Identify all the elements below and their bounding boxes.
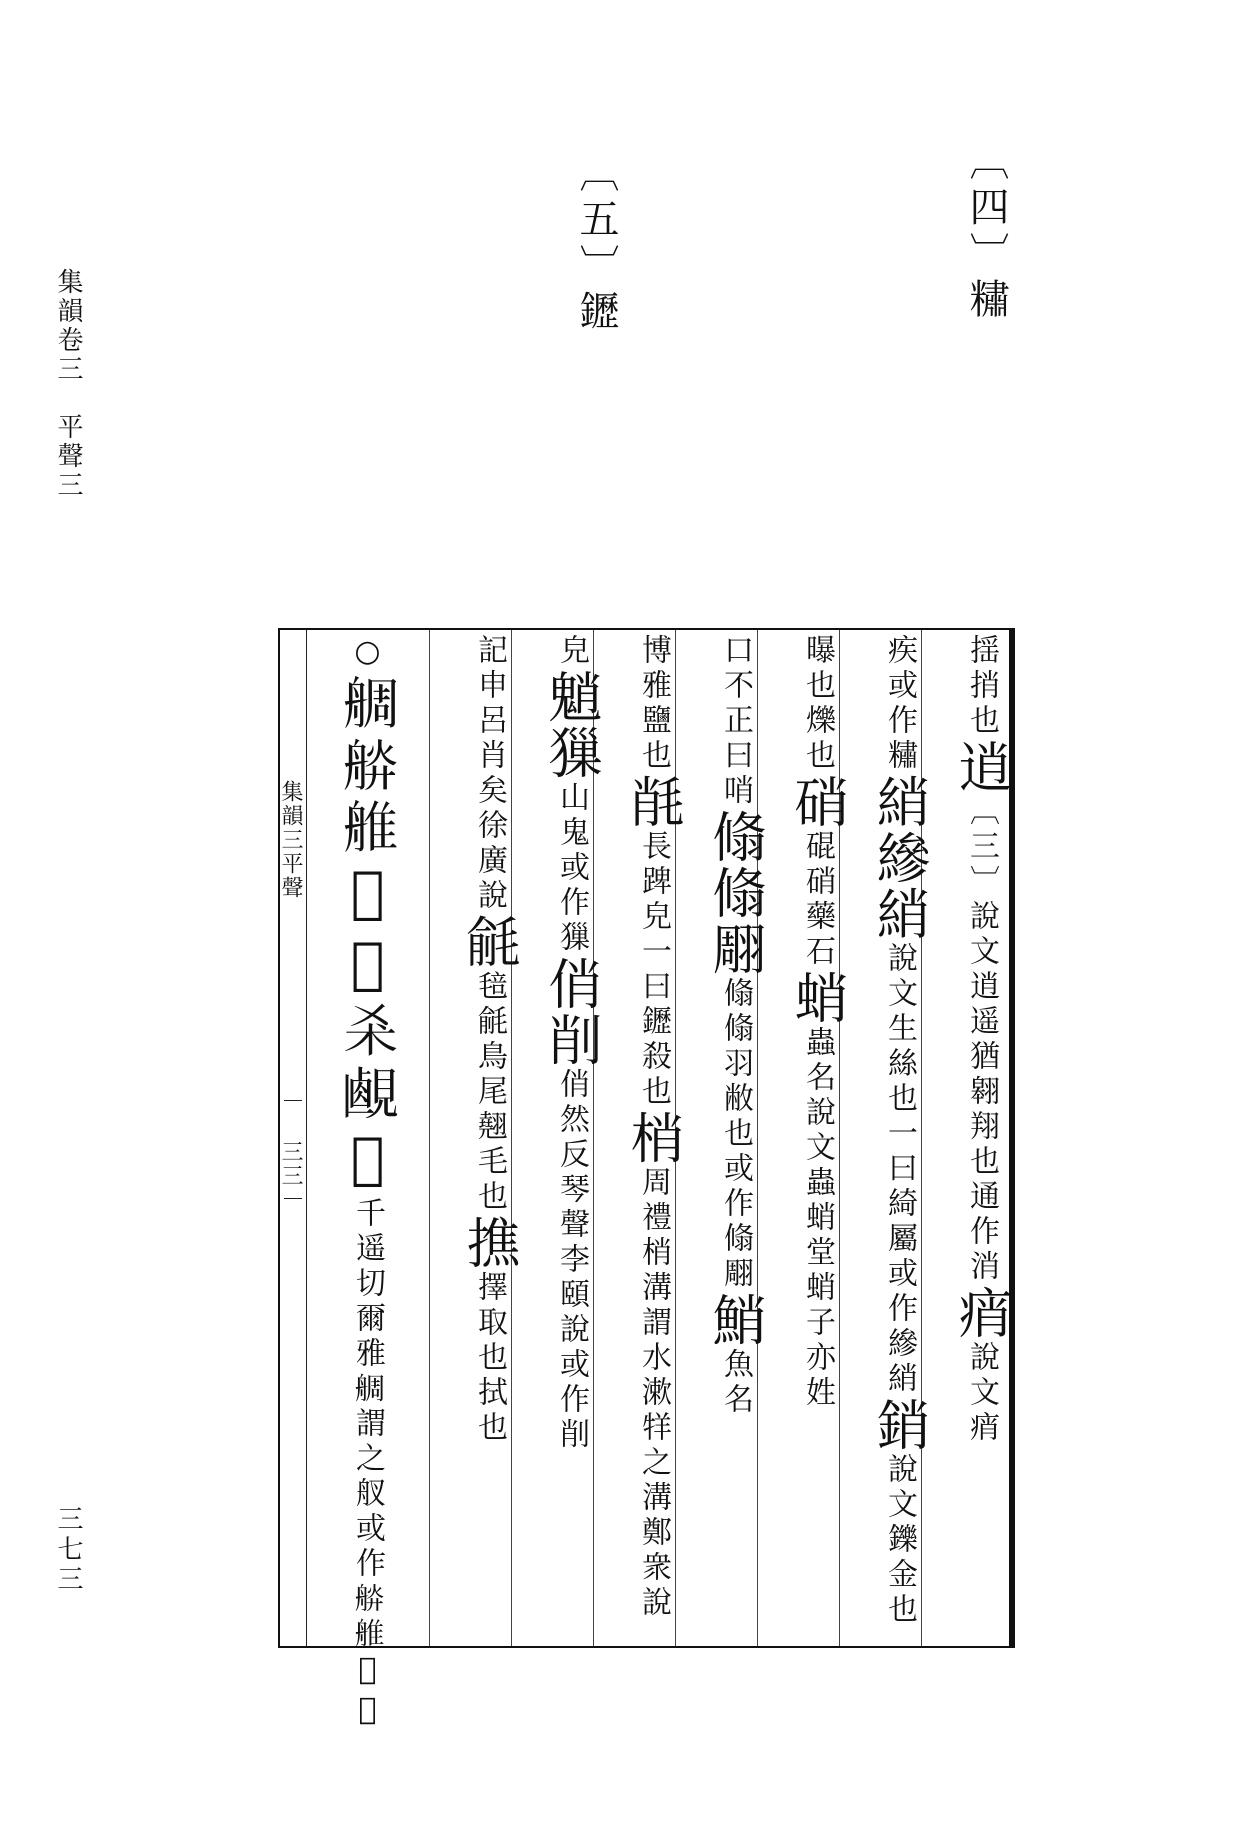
text-column-6: [516, 634, 603, 1644]
head-character: 痟: [950, 1285, 1013, 1341]
head-character: 𦩍𦩎𦩏𨬊𨭵𣏂𧡹𣚬: [335, 674, 400, 1197]
note-text: 䊥: [963, 278, 1009, 324]
note-marker: 〔五〕: [573, 152, 619, 290]
small-text: 俏然反琴聲李頤說或作削: [554, 1068, 589, 1453]
page-number: 三七三: [53, 1505, 83, 1595]
head-character: 㲖: [622, 774, 685, 830]
small-text: 毰毹鳥尾翹毛也: [472, 970, 507, 1215]
head-character: 銷: [868, 1397, 931, 1453]
column-rule: [511, 630, 512, 1646]
fold-margin: [280, 630, 307, 1646]
small-text: 說文鑠金也: [882, 1453, 917, 1628]
small-text: 疾或作䊥: [882, 634, 917, 774]
small-text: 說文痟: [964, 1341, 999, 1446]
column-rule: [429, 630, 430, 1646]
fold-margin-title: 集韻三平聲: [278, 780, 303, 900]
collation-note-5: [568, 152, 625, 336]
head-character: 梢: [622, 1110, 685, 1166]
head-character: 硝: [786, 774, 849, 830]
small-text: 蟲名說文蟲蛸堂蛸子亦姓: [800, 1026, 835, 1411]
small-text: 皃: [554, 634, 589, 669]
collation-note-4: [958, 140, 1015, 324]
text-column-7: [434, 634, 521, 1644]
section-circle: ○: [350, 634, 385, 674]
small-text: 〔三〕說文逍遥猶翱翔也通作消: [964, 795, 999, 1285]
small-text: 擇取也拭也: [472, 1271, 507, 1446]
head-character: 毹: [458, 914, 521, 970]
text-column-5: [598, 634, 685, 1644]
small-text: 說文生絲也一曰綺屬或作縿綃: [882, 942, 917, 1397]
small-text: 記申呂肖矣徐廣說: [472, 634, 507, 914]
head-character: 俏削: [540, 956, 603, 1068]
head-character: 逍: [950, 739, 1013, 795]
small-text: 揺捎也: [964, 634, 999, 739]
note-marker: 〔四〕: [963, 140, 1009, 278]
head-character: 翛翛翢: [704, 809, 767, 977]
head-character: 蛸: [786, 970, 849, 1026]
volume-title: 集韻卷三 平聲三: [53, 268, 83, 500]
small-text: 翛翛羽敝也或作翛翢: [718, 977, 753, 1292]
small-text: 曝也爍也: [800, 634, 835, 774]
small-text: 博雅鹽也: [636, 634, 671, 774]
text-column-4: [680, 634, 767, 1644]
text-column-3: [762, 634, 849, 1644]
head-character: 魈㺐: [540, 669, 603, 781]
fold-margin-leaf: 三三: [278, 1140, 303, 1188]
text-column-2: [844, 634, 931, 1644]
small-text: 長䠋皃一曰䥶殺也: [636, 830, 671, 1110]
note-text: 䥶: [573, 290, 619, 336]
small-text: 山鬼或作㺐: [554, 781, 589, 956]
text-column-1: [926, 634, 1013, 1644]
fold-margin-rule: [284, 1100, 302, 1101]
small-text: 口不正曰哨: [718, 634, 753, 809]
column-rule: [593, 630, 594, 1646]
small-text: 魚名: [718, 1348, 753, 1418]
head-character: 綃縿綃: [868, 774, 931, 942]
small-text: 千遥切爾雅𦩍謂之䑡或作𦩎𦩏𨬊𨭵: [350, 1197, 385, 1732]
text-frame: [278, 628, 1015, 1732]
text-column-8: [310, 634, 400, 1732]
head-character: 鮹: [704, 1292, 767, 1348]
small-text: 䃂硝藥石: [800, 830, 835, 970]
small-text: 周禮梢溝謂水漱䍧之溝鄭衆說: [636, 1166, 671, 1621]
column-rule: [757, 630, 758, 1646]
fold-margin-rule: [284, 1198, 302, 1199]
head-character: 撨: [458, 1215, 521, 1271]
